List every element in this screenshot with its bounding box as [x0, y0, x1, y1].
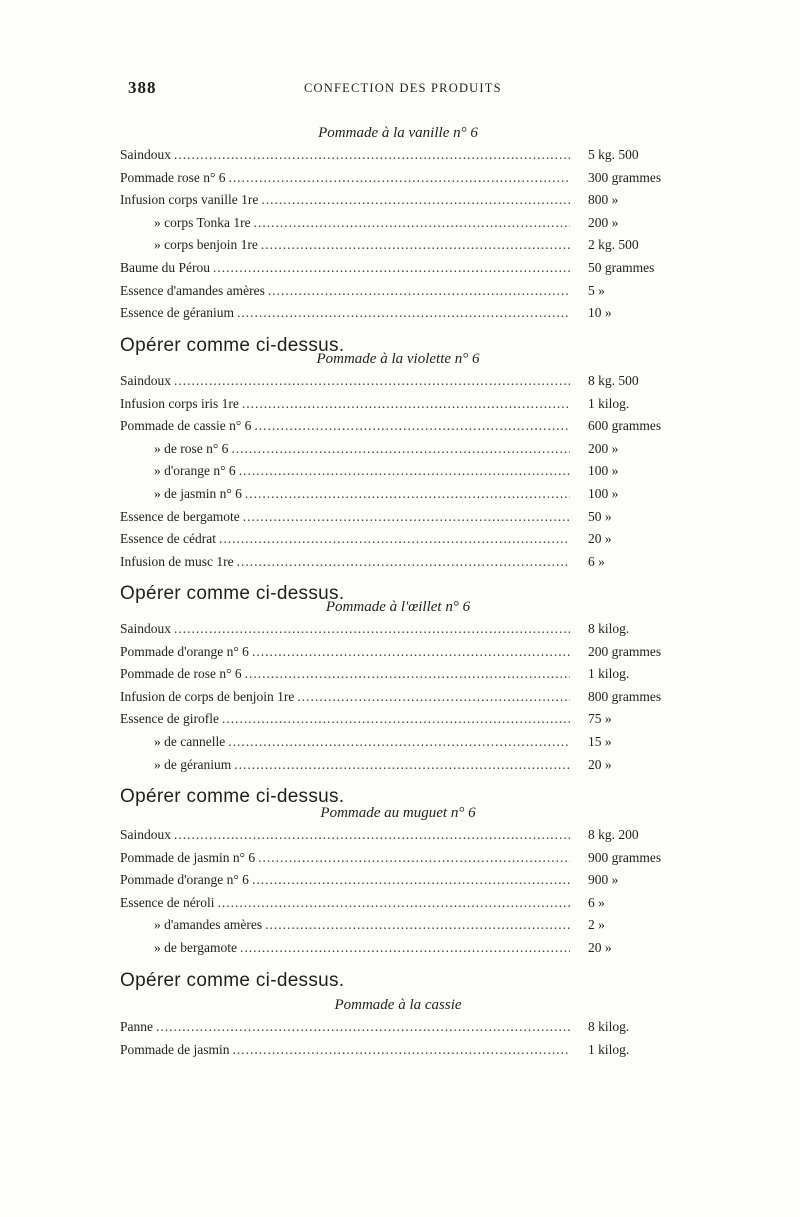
ingredient-name: Panne — [120, 1019, 153, 1034]
ingredient-name: Infusion corps vanille 1re — [120, 192, 259, 208]
ingredient-name: Infusion corps iris 1re — [120, 395, 239, 411]
ingredient-quantity: 50 » — [588, 508, 612, 524]
ingredient-row — [120, 212, 676, 235]
recipe-cassie — [120, 994, 676, 1061]
ingredient-name: » corps Tonka 1re — [154, 214, 251, 230]
dot-leader — [258, 847, 570, 870]
ingredient-row — [120, 1016, 676, 1039]
dot-leader — [252, 641, 570, 664]
ingredient-row — [120, 483, 676, 506]
page-number: 388 — [128, 78, 157, 97]
recipe-instruction: Opérer comme ci-dessus. — [120, 334, 345, 356]
ingredient-name: Baume du Pérou — [120, 259, 210, 275]
ingredient-quantity: 100 » — [588, 485, 619, 501]
ingredient-name: Essence de néroli — [120, 894, 215, 910]
ingredient-row — [120, 892, 676, 915]
recipe-instruction: Opérer comme ci-dessus. — [120, 786, 345, 808]
ingredient-quantity: 8 kg. 200 — [588, 827, 639, 842]
ingredient-quantity: 10 » — [588, 305, 612, 321]
ingredient-row — [120, 618, 676, 641]
ingredient-name: Essence de bergamote — [120, 508, 240, 524]
ingredient-name: Infusion de corps de benjoin 1re — [120, 688, 295, 704]
ingredient-quantity: 200 grammes — [588, 643, 662, 659]
ingredient-row — [120, 754, 676, 777]
ingredient-row — [120, 641, 676, 664]
ingredient-row — [120, 167, 676, 190]
ingredient-row — [120, 528, 676, 551]
ingredient-name: Saindoux — [120, 621, 172, 636]
ingredient-row — [120, 280, 676, 303]
ingredient-quantity: 2 kg. 500 — [588, 237, 639, 253]
dot-leader — [242, 393, 570, 416]
dot-leader — [240, 937, 570, 960]
recipe-title: Pommade à la cassie — [334, 997, 462, 1013]
ingredient-name: Essence d'amandes amères — [120, 282, 265, 298]
ingredient-quantity: 900 » — [588, 872, 619, 888]
dot-leader — [174, 824, 570, 847]
ingredient-quantity: 800 » — [588, 192, 619, 208]
ingredient-name: Saindoux — [120, 827, 172, 842]
running-title: CONFECTION DES PRODUITS — [304, 81, 502, 95]
ingredient-quantity: 100 » — [588, 463, 619, 479]
ingredient-row — [120, 937, 676, 960]
ingredient-row — [120, 708, 676, 731]
ingredient-quantity: 800 grammes — [588, 688, 662, 704]
ingredient-quantity: 8 kg. 500 — [588, 373, 639, 388]
dot-leader — [222, 708, 570, 731]
ingredient-quantity: 75 » — [588, 711, 612, 727]
ingredient-name: Pommade de rose n° 6 — [120, 666, 242, 682]
dot-leader — [261, 189, 570, 212]
ingredient-quantity: 20 » — [588, 531, 612, 547]
ingredient-name: » de bergamote — [154, 939, 237, 955]
ingredient-name: Pommade de cassie n° 6 — [120, 418, 252, 434]
ingredient-name: » de jasmin n° 6 — [154, 485, 242, 501]
ingredient-row — [120, 438, 676, 461]
dot-leader — [245, 663, 570, 686]
recipe-violette — [120, 348, 676, 611]
dot-leader — [245, 483, 570, 506]
recipe-vanille — [120, 122, 676, 363]
ingredient-name: Essence de girofle — [120, 711, 219, 727]
ingredient-quantity: 8 kilog. — [588, 621, 630, 636]
dot-leader — [232, 1039, 570, 1062]
recipe-title: Pommade à l'œillet n° 6 — [325, 599, 471, 615]
recipe-title: Pommade à la vanille n° 6 — [318, 125, 478, 141]
ingredient-quantity: 1 kilog. — [588, 395, 630, 411]
ingredient-quantity: 300 grammes — [588, 169, 662, 185]
dot-leader — [156, 1016, 570, 1039]
ingredient-row — [120, 869, 676, 892]
ingredient-quantity: 200 » — [588, 214, 619, 230]
recipe-title: Pommade à la violette n° 6 — [316, 351, 480, 367]
recipe-instruction: Opérer comme ci-dessus. — [120, 969, 345, 991]
ingredient-row — [120, 551, 676, 574]
dot-leader — [261, 234, 570, 257]
ingredient-name: » d'amandes amères — [154, 917, 263, 933]
ingredient-quantity: 200 » — [588, 440, 619, 456]
ingredient-row — [120, 824, 676, 847]
ingredient-name: » de cannelle — [154, 733, 226, 749]
ingredient-row — [120, 914, 676, 937]
ingredient-name: » de rose n° 6 — [154, 440, 229, 456]
ingredient-quantity: 20 » — [588, 939, 612, 955]
ingredient-row — [120, 460, 676, 483]
ingredient-name: » corps benjoin 1re — [154, 237, 258, 253]
dot-leader — [265, 914, 570, 937]
dot-leader — [228, 731, 570, 754]
ingredient-row — [120, 415, 676, 438]
ingredient-name: Saindoux — [120, 373, 172, 388]
dot-leader — [174, 618, 570, 641]
ingredient-row — [120, 847, 676, 870]
ingredient-quantity: 6 » — [588, 553, 605, 569]
ingredient-name: Pommade de jasmin n° 6 — [120, 849, 256, 865]
ingredient-quantity: 20 » — [588, 756, 612, 772]
dot-leader — [229, 167, 570, 190]
dot-leader — [219, 528, 570, 551]
ingredient-name: » de géranium — [154, 756, 232, 772]
ingredient-quantity: 5 kg. 500 — [588, 147, 639, 162]
ingredient-quantity: 2 » — [588, 917, 605, 933]
dot-leader — [213, 257, 570, 280]
ingredient-name: Saindoux — [120, 147, 172, 162]
ingredient-row — [120, 370, 676, 393]
dot-leader — [217, 892, 570, 915]
ingredient-name: Essence de cédrat — [120, 531, 216, 547]
dot-leader — [231, 438, 570, 461]
ingredient-name: Pommade rose n° 6 — [120, 169, 226, 185]
ingredient-quantity: 50 grammes — [588, 259, 655, 275]
recipe-muguet — [120, 802, 676, 998]
ingredient-row — [120, 189, 676, 212]
dot-leader — [252, 869, 570, 892]
page-header — [128, 78, 676, 102]
ingredient-row — [120, 1039, 676, 1062]
ingredient-quantity: 1 kilog. — [588, 1041, 630, 1057]
dot-leader — [254, 212, 570, 235]
ingredient-row — [120, 506, 676, 529]
ingredient-quantity: 900 grammes — [588, 849, 662, 865]
ingredient-name: » d'orange n° 6 — [154, 463, 236, 479]
ingredient-row — [120, 234, 676, 257]
dot-leader — [174, 370, 570, 393]
ingredient-quantity: 5 » — [588, 282, 605, 298]
ingredient-row — [120, 144, 676, 167]
recipe-instruction: Opérer comme ci-dessus. — [120, 583, 345, 605]
dot-leader — [243, 506, 570, 529]
ingredient-quantity: 1 kilog. — [588, 666, 630, 682]
ingredient-name: Essence de géranium — [120, 305, 234, 321]
ingredient-quantity: 15 » — [588, 733, 612, 749]
ingredient-quantity: 600 grammes — [588, 418, 662, 434]
ingredient-name: Pommade de jasmin — [120, 1041, 230, 1057]
dot-leader — [297, 686, 570, 709]
dot-leader — [237, 302, 570, 325]
ingredient-name: Pommade d'orange n° 6 — [120, 643, 249, 659]
ingredient-row — [120, 257, 676, 280]
dot-leader — [268, 280, 570, 303]
dot-leader — [234, 754, 570, 777]
ingredient-row — [120, 302, 676, 325]
ingredient-name: Infusion de musc 1re — [120, 553, 234, 569]
ingredient-row — [120, 663, 676, 686]
recipe-oeillet — [120, 596, 676, 814]
ingredient-row — [120, 393, 676, 416]
ingredient-quantity: 6 » — [588, 894, 605, 910]
dot-leader — [254, 415, 570, 438]
ingredient-quantity: 8 kilog. — [588, 1019, 630, 1034]
ingredient-row — [120, 686, 676, 709]
ingredient-row — [120, 731, 676, 754]
dot-leader — [174, 144, 570, 167]
dot-leader — [239, 460, 570, 483]
recipe-title: Pommade au muguet n° 6 — [320, 805, 476, 821]
dot-leader — [237, 551, 570, 574]
ingredient-name: Pommade d'orange n° 6 — [120, 872, 249, 888]
